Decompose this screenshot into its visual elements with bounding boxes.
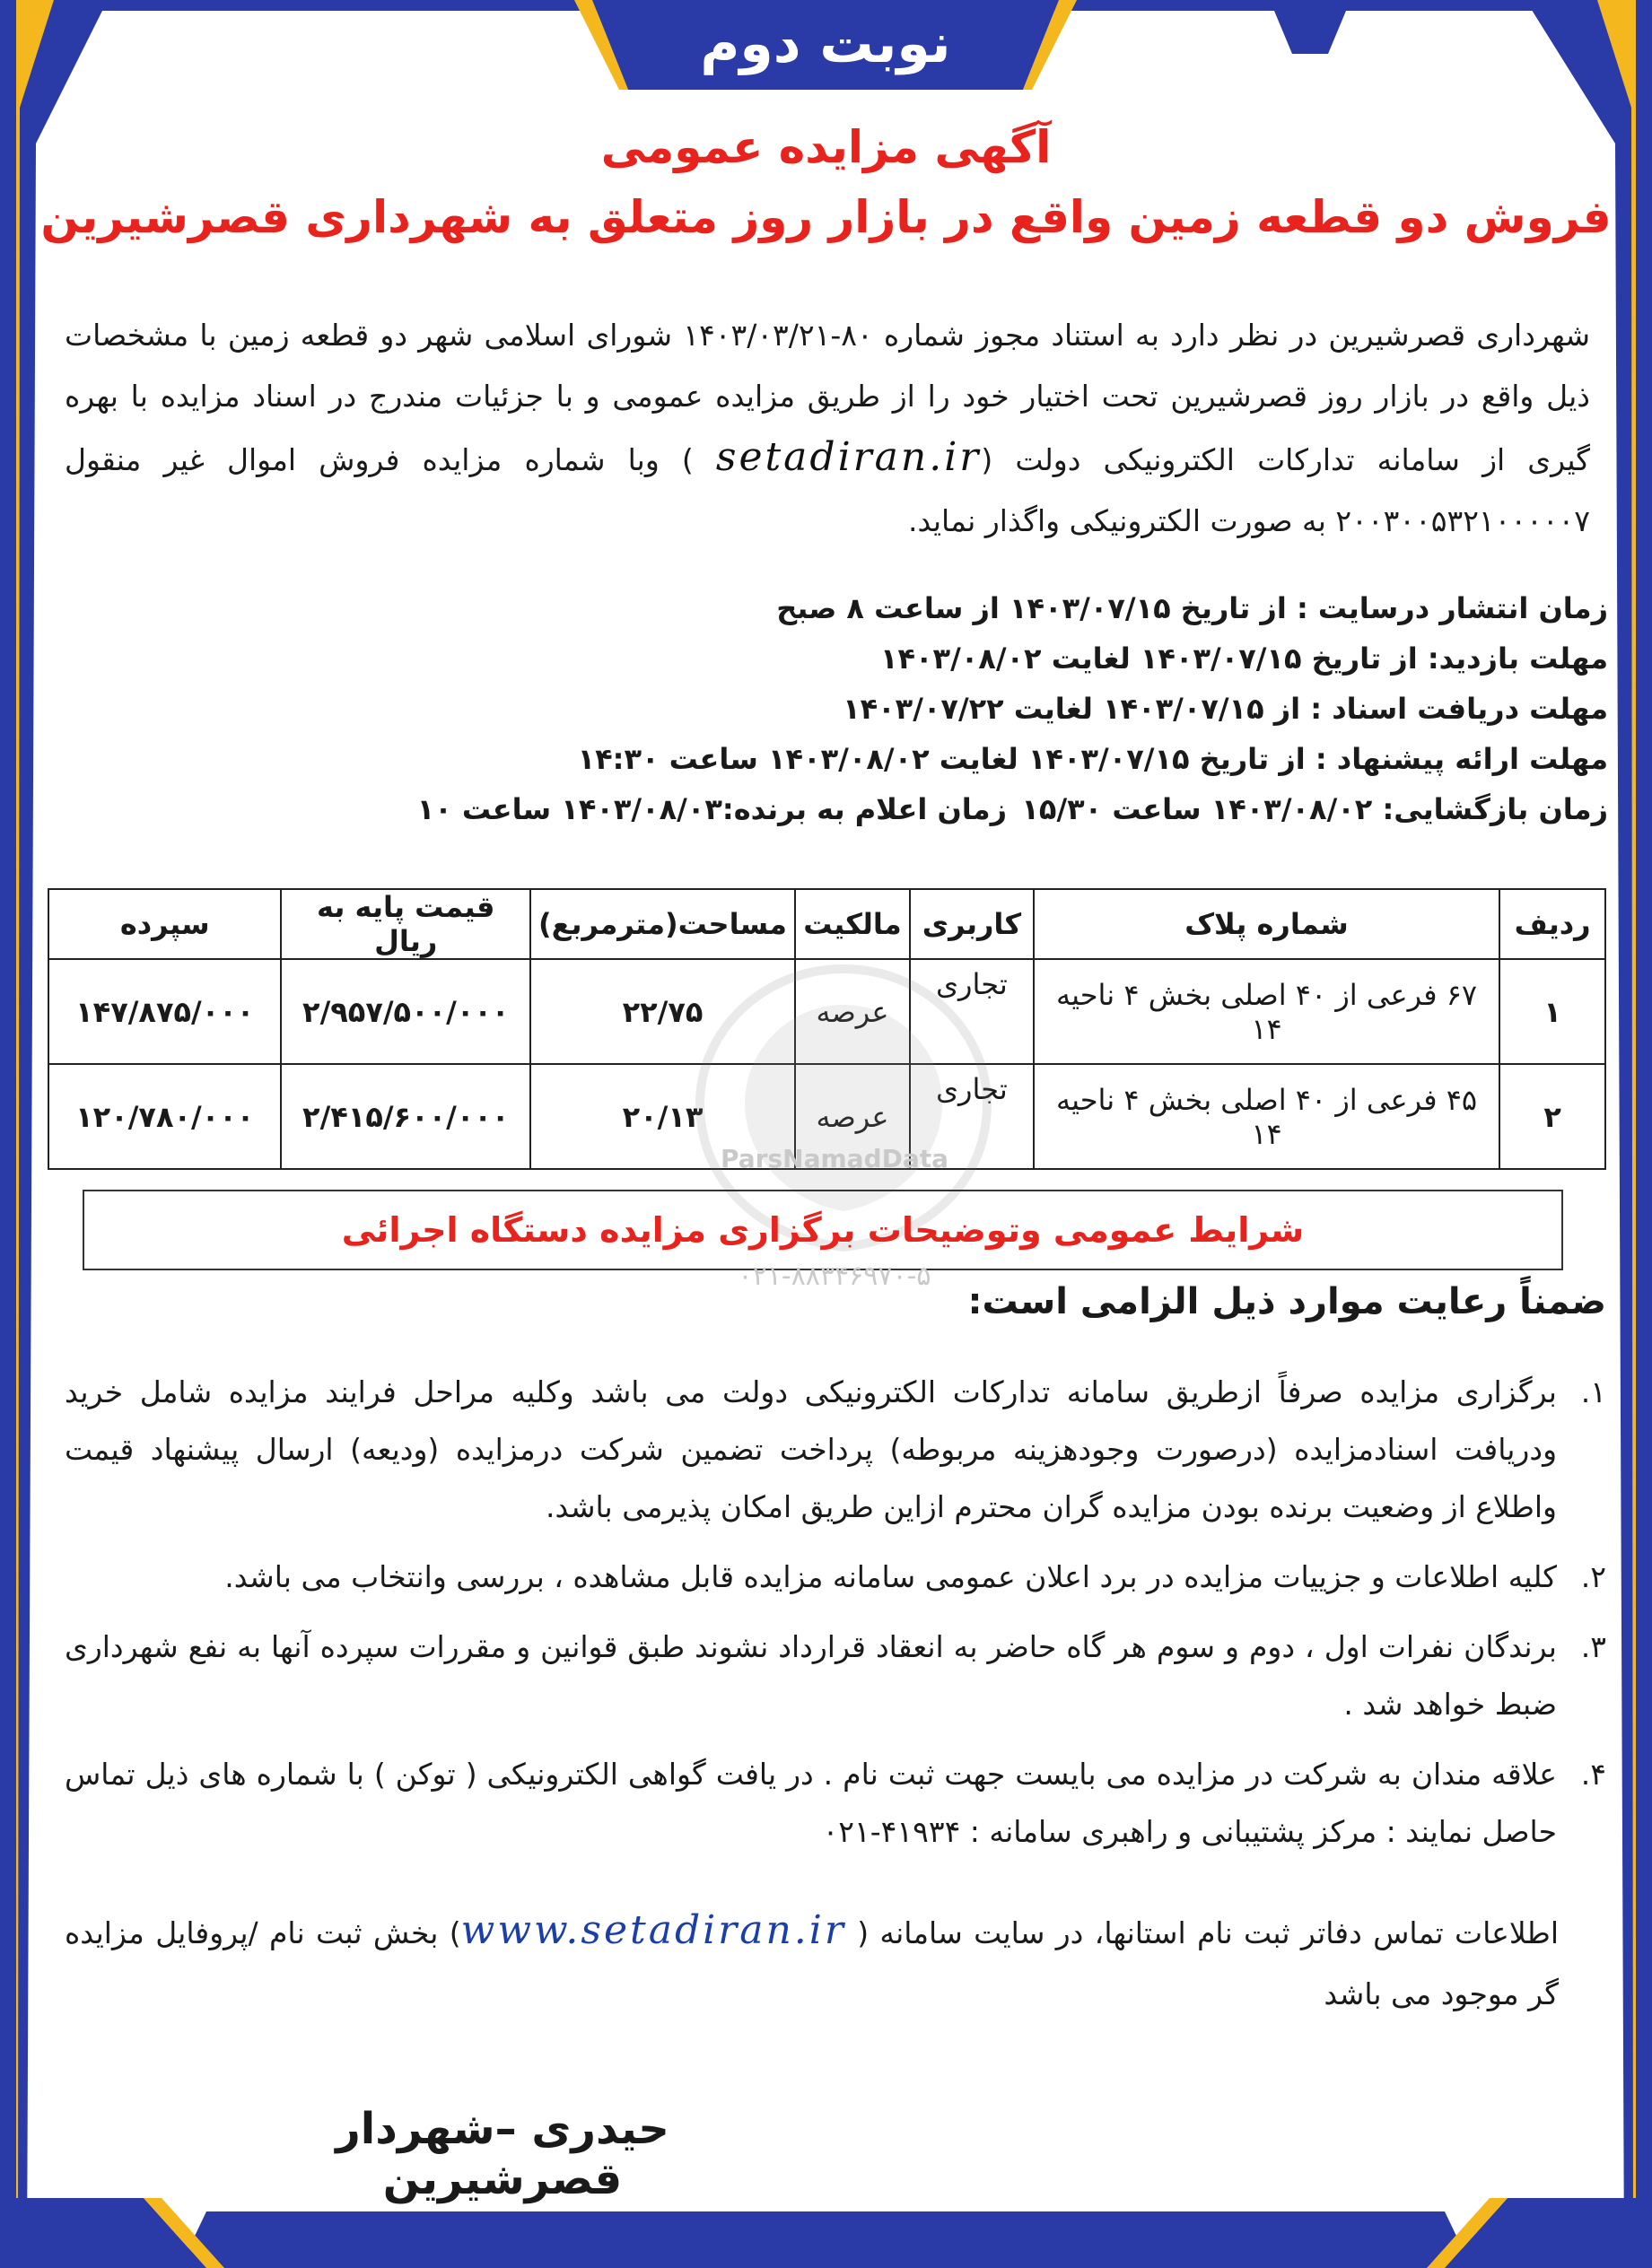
- cell-plate: ۶۷ فرعی از ۴۰ اصلی بخش ۴ ناحیه ۱۴: [1034, 959, 1499, 1064]
- documents-deadline: مهلت دریافت اسناد : از ۱۴۰۳/۰۷/۱۵ لغایت ۱۴۰۳/۰۷/۲۲: [843, 692, 1608, 726]
- schedule-block: [65, 583, 1608, 834]
- setadiran-link[interactable]: setadiran.ir: [715, 434, 982, 480]
- contact-paragraph: [65, 1900, 1559, 2025]
- conditions-box: [83, 1190, 1563, 1270]
- cell-area: ۲۲/۷۵: [530, 959, 795, 1064]
- rule-number: ۲.: [1580, 1559, 1606, 1594]
- winner-announce-time: زمان اعلام به برنده:۱۴۰۳/۰۸/۰۳ ساعت ۱۰: [416, 792, 1007, 826]
- rule-text: برندگان نفرات اول ، دوم و سوم هر گاه حاضر به انعقاد قرارداد نشوند طبق قوانین و مقررات سپرده آنها به نفع شهرداری ضبط خواهد شد .: [65, 1629, 1557, 1722]
- rule-number: ۴.: [1580, 1757, 1606, 1792]
- table-row: [48, 959, 1605, 1064]
- signature: حیدری –شهردار قصرشیرین: [336, 2104, 669, 2204]
- contact-text-2: ) بخش ثبت نام /پروفایل مزایده گر موجود می باشد: [65, 1915, 1559, 2011]
- cell-usage: تجاری: [910, 959, 1034, 1064]
- col-ownership: مالکیت: [795, 889, 910, 959]
- list-item: [65, 1364, 1606, 1536]
- page-subtitle: فروش دو قطعه زمین واقع در بازار روز متعلق به شهرداری قصرشیرین: [40, 191, 1612, 243]
- intro-text-2: ) وبا شماره مزایده فروش اموال غیر منقول ۲۰۰۳۰۰۵۳۲۱۰۰۰۰۰۷ به صورت الکترونیکی واگذار نماید.: [65, 442, 1590, 538]
- cell-ownership: عرصه: [795, 1064, 910, 1169]
- rules-list: [65, 1364, 1606, 1873]
- rule-number: ۳.: [1580, 1629, 1606, 1664]
- list-item: [65, 1618, 1606, 1733]
- intro-text-1: شهرداری قصرشیرین در نظر دارد به استناد مجوز شماره ۸۰-۱۴۰۳/۰۳/۲۱ شورای اسلامی شهر دو قطعه زمین با مشخصات ذیل واقع در بازار روز قصرشیرین تحت اختیار خود را از طریق مزایده عمومی و با جزئیات مندرج در اسناد مزایده با بهره گیری از سامانه تدارکات الکترونیکی دولت (: [65, 318, 1591, 477]
- round-badge: نوبت دوم: [700, 13, 951, 75]
- setadiran-website-link[interactable]: www.setadiran.ir: [460, 1907, 846, 1953]
- contact-text-1: اطلاعات تماس دفاتر ثبت نام استانها، در سایت سامانه (: [845, 1915, 1559, 1950]
- rules-intro: ضمناً رعایت موارد ذیل الزامی است:: [967, 1281, 1606, 1322]
- col-price: قیمت پایه به ریال: [281, 889, 530, 959]
- rule-text: برگزاری مزایده صرفاً ازطریق سامانه تدارکات الکترونیکی دولت می باشد وکلیه مراحل فرایند مزایده شامل خرید ودریافت اسنادمزایده (درصورت وجودهزینه مربوطه) پرداخت تضمین شرکت درمزایده (ودیعه) ارسال پیشنهاد قیمت واطلاع از وضعیت برنده بودن مزایده گران محترم ازاین طریق امکان پذیرمی باشد.: [65, 1374, 1557, 1524]
- cell-deposit: ۱۲۰/۷۸۰/۰۰۰: [48, 1064, 281, 1169]
- watermark-phone: ۰۲۱-۸۸۳۴۶۹۷۰-۵: [738, 1260, 931, 1292]
- cell-row: ۱: [1499, 959, 1605, 1064]
- rule-text: علاقه مندان به شرکت در مزایده می بایست جهت ثبت نام . در یافت گواهی الکترونیکی ( توکن ) با شماره های ذیل تماس حاصل نمایند : مرکز پشتیبانی و راهبری سامانه : ۴۱۹۳۴-۰۲۱: [65, 1757, 1557, 1849]
- cell-area: ۲۰/۱۳: [530, 1064, 795, 1169]
- list-item: [65, 1746, 1606, 1861]
- col-plate: شماره پلاک: [1034, 889, 1499, 959]
- cell-row: ۲: [1499, 1064, 1605, 1169]
- cell-price: ۲/۹۵۷/۵۰۰/۰۰۰: [281, 959, 530, 1064]
- publish-date: زمان انتشار درسایت : از تاریخ ۱۴۰۳/۰۷/۱۵ از ساعت ۸ صبح: [776, 591, 1608, 625]
- cell-price: ۲/۴۱۵/۶۰۰/۰۰۰: [281, 1064, 530, 1169]
- offer-deadline: مهلت ارائه پیشنهاد : از تاریخ ۱۴۰۳/۰۷/۱۵ لغایت ۱۴۰۳/۰۸/۰۲ ساعت ۱۴:۳۰: [577, 742, 1608, 776]
- conditions-title: شرایط عمومی وتوضیحات برگزاری مزایده دستگاه اجرائی: [341, 1210, 1305, 1250]
- table-header-row: [48, 889, 1605, 959]
- rule-number: ۱.: [1580, 1374, 1606, 1409]
- auction-table: [48, 888, 1606, 1170]
- list-item: [65, 1548, 1606, 1606]
- col-usage: کاربری: [910, 889, 1034, 959]
- col-area: مساحت(مترمربع): [530, 889, 795, 959]
- cell-ownership: عرصه: [795, 959, 910, 1064]
- visit-deadline: مهلت بازدید: از تاریخ ۱۴۰۳/۰۷/۱۵ لغایت ۱۴۰۳/۰۸/۰۲: [879, 641, 1608, 676]
- col-deposit: سپرده: [48, 889, 281, 959]
- opening-time: زمان بازگشایی: ۱۴۰۳/۰۸/۰۲ ساعت ۱۵/۳۰: [1021, 792, 1608, 826]
- cell-plate: ۴۵ فرعی از ۴۰ اصلی بخش ۴ ناحیه ۱۴: [1034, 1064, 1499, 1169]
- cell-deposit: ۱۴۷/۸۷۵/۰۰۰: [48, 959, 281, 1064]
- page-title: آگهی مزایده عمومی: [600, 121, 1052, 173]
- watermark-name: ParsNamadData: [721, 1144, 948, 1173]
- rule-text: کلیه اطلاعات و جزییات مزایده در برد اعلان عمومی سامانه مزایده قابل مشاهده ، بررسی وانتخاب می باشد.: [224, 1559, 1557, 1594]
- intro-paragraph: [65, 305, 1590, 552]
- cell-usage: تجاری: [910, 1064, 1034, 1169]
- col-row: ردیف: [1499, 889, 1605, 959]
